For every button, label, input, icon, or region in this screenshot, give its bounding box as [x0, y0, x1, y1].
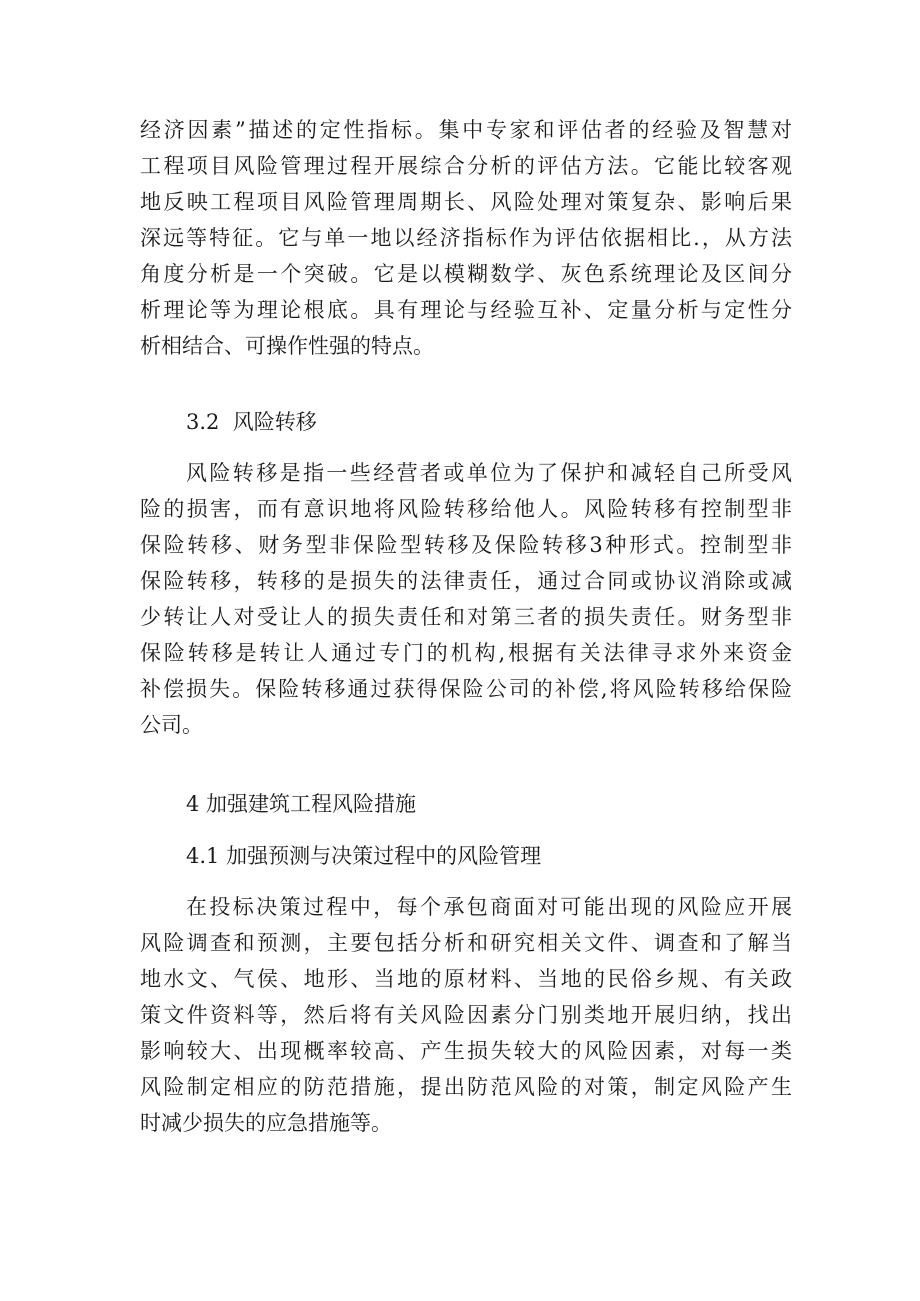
paragraph-evaluation-method	[140, 112, 792, 364]
paragraph-line: 补偿损失。保险转移通过获得保险公司的补偿,将风险转移给保险	[140, 677, 792, 701]
paragraph-line: 策文件资料等，然后将有关风险因素分门别类地开展归纳，找出	[140, 1003, 792, 1027]
paragraph-line: 风险调查和预测，主要包括分析和研究相关文件、调查和了解当	[140, 931, 792, 955]
section-heading-4: 4 加强建筑工程风险措施	[186, 792, 417, 816]
paragraph-line: 角度分析是一个突破。它是以模糊数学、灰色系统理论及区间分	[140, 262, 792, 286]
paragraph-line: 时减少损失的应急措施等。	[140, 1111, 392, 1135]
section-heading-3-2: 3.2 风险转移	[186, 410, 317, 434]
paragraph-line: 经济因素”描述的定性指标。集中专家和评估者的经验及智慧对	[140, 118, 792, 142]
paragraph-line: 保险转移、财务型非保险型转移及保险转移3种形式。控制型非	[140, 533, 792, 557]
paragraph-line: 地反映工程项目风险管理周期长、风险处理对策复杂、影响后果	[140, 190, 792, 214]
paragraph-line: 析理论等为理论根底。具有理论与经验互补、定量分析与定性分	[140, 298, 792, 322]
paragraph-risk-transfer	[140, 455, 792, 743]
paragraph-line: 保险转移是转让人通过专门的机构,根据有关法律寻求外来资金	[140, 641, 792, 665]
paragraph-line: 影响较大、出现概率较高、产生损失较大的风险因素，对每一类	[140, 1039, 792, 1063]
paragraph-line: 少转让人对受让人的损失责任和对第三者的损失责任。财务型非	[140, 605, 792, 629]
paragraph-line: 险的损害，而有意识地将风险转移给他人。风险转移有控制型非	[140, 497, 792, 521]
paragraph-line: 工程项目风险管理过程开展综合分析的评估方法。它能比较客观	[140, 154, 792, 178]
paragraph-line: 析相结合、可操作性强的特点。	[140, 334, 434, 358]
paragraph-line: 深远等特征。它与单一地以经济指标作为评估依据相比.，从方法	[140, 226, 792, 250]
paragraph-line: 公司。	[140, 713, 203, 737]
paragraph-bidding-risk	[140, 889, 792, 1141]
paragraph-line: 风险制定相应的防范措施，提出防范风险的对策，制定风险产生	[140, 1075, 792, 1099]
paragraph-line: 保险转移，转移的是损失的法律责任，通过合同或协议消除或减	[140, 569, 792, 593]
section-heading-4-1: 4.1 加强预测与决策过程中的风险管理	[186, 844, 542, 868]
paragraph-line: 在投标决策过程中，每个承包商面对可能出现的风险应开展	[186, 895, 792, 919]
paragraph-line: 地水文、气侯、地形、当地的原材料、当地的民俗乡规、有关政	[140, 967, 792, 991]
paragraph-line: 风险转移是指一些经营者或单位为了保护和减轻自己所受风	[186, 461, 792, 485]
